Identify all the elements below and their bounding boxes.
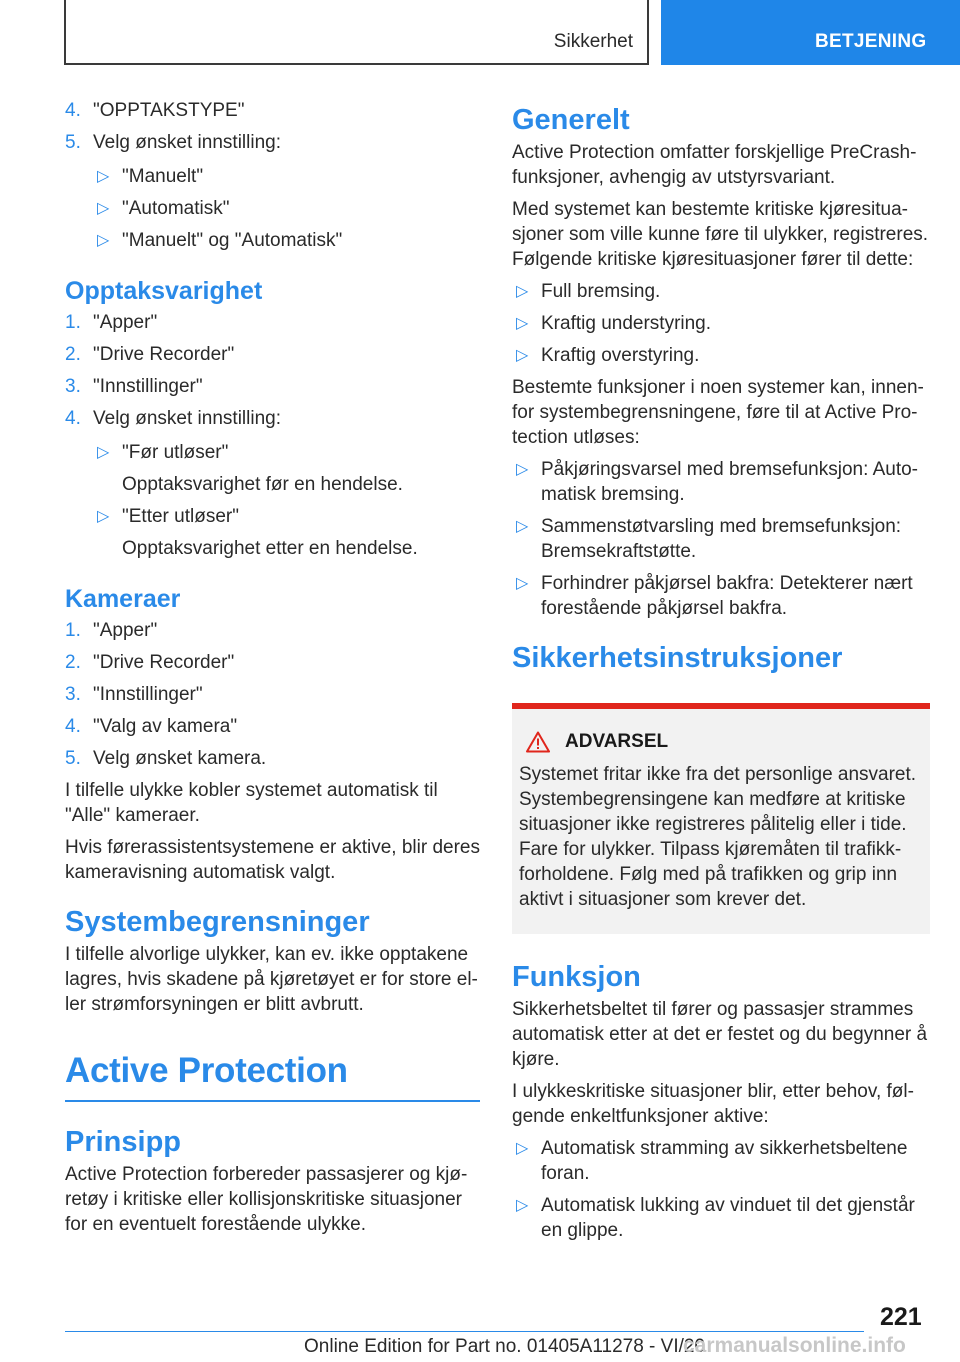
- list-text: "Automatisk": [122, 198, 230, 219]
- list-item: [65, 376, 480, 398]
- warning-header: [526, 731, 922, 753]
- numbered-list-kameraer: [65, 620, 480, 770]
- list-number: 2.: [65, 344, 81, 365]
- triangle-right-icon: ▷: [516, 518, 529, 535]
- paragraph-cameras-accident: I tilfelle ulykke kobler systemet automatisk til "Alle" kameraer.: [65, 780, 438, 826]
- list-item: [93, 228, 480, 253]
- list-text: Automatisk stramming av sikkerhetsbeltene foran.: [541, 1138, 908, 1184]
- list-item: [512, 457, 930, 507]
- list-text: Full bremsing.: [541, 281, 661, 302]
- list-number: 4.: [65, 100, 81, 121]
- list-text: "OPPTAKSTYPE": [93, 100, 245, 121]
- list-text: Kraftig understyring.: [541, 313, 712, 334]
- warning-box: [512, 703, 930, 934]
- list-text: "Valg av kamera": [93, 716, 238, 737]
- numbered-list-opptaksvarighet: [65, 312, 480, 430]
- paragraph-general-2: Med systemet kan bestemte kritiske kjøresitua-sjoner som ville kunne føre til ulykker, registreres. Følgende kritiske kjøresituasjoner fører til dette:: [512, 199, 929, 270]
- header-chapter-tab: [661, 0, 960, 65]
- list-text: "Drive Recorder": [93, 344, 235, 365]
- triangle-right-icon: ▷: [516, 315, 529, 332]
- page-number: 221: [880, 1303, 922, 1331]
- bullet-list-situations: [512, 279, 930, 368]
- footer-divider: [65, 1331, 864, 1332]
- list-item: [512, 311, 930, 336]
- list-text: "Manuelt": [122, 166, 204, 187]
- heading-active-protection: Active Protection: [65, 1051, 348, 1090]
- list-item: [65, 716, 480, 738]
- list-text: "Manuelt" og "Automatisk": [122, 230, 343, 251]
- paragraph-cameras-assist: Hvis førerassistentsystemene er aktive, blir deres kameravisning automatisk valgt.: [65, 837, 480, 883]
- triangle-right-icon: ▷: [516, 283, 529, 300]
- list-number: 5.: [65, 748, 81, 769]
- bullet-list-opptaksvarighet: [93, 440, 480, 561]
- heading-opptaksvarighet: Opptaksvarighet: [65, 277, 263, 305]
- list-number: 3.: [65, 376, 81, 397]
- list-number: 5.: [65, 132, 81, 153]
- list-number: 1.: [65, 312, 81, 333]
- list-text: "Drive Recorder": [93, 652, 235, 673]
- header-section-box: [64, 0, 649, 65]
- list-item: [512, 1136, 930, 1186]
- list-item: [65, 132, 480, 154]
- header-section-label: Sikkerhet: [553, 31, 633, 52]
- title-divider: [65, 1100, 480, 1102]
- list-item: [65, 100, 480, 122]
- list-item: [65, 408, 480, 430]
- triangle-right-icon: ▷: [97, 200, 110, 217]
- triangle-right-icon: ▷: [97, 508, 110, 525]
- list-text: "Innstillinger": [93, 684, 203, 705]
- triangle-right-icon: ▷: [516, 1140, 529, 1157]
- list-item: [65, 748, 480, 770]
- paragraph-general-3: Bestemte funksjoner i noen systemer kan, innen-for systembegrensningene, føre til at Active Pro-tection utløses:: [512, 377, 924, 448]
- list-number: 2.: [65, 652, 81, 673]
- list-item: [65, 312, 480, 334]
- list-item: [512, 1193, 930, 1243]
- warning-title: ADVARSEL: [565, 731, 669, 752]
- footer-site-link[interactable]: carmanualsonline.info: [683, 1334, 906, 1357]
- list-text: "Apper": [93, 620, 158, 641]
- list-text: Velg ønsket innstilling:: [93, 132, 281, 153]
- bullet-list-active-functions: [512, 1136, 930, 1243]
- triangle-right-icon: ▷: [516, 461, 529, 478]
- list-item: [65, 344, 480, 366]
- list-item: [512, 343, 930, 368]
- triangle-right-icon: ▷: [97, 444, 110, 461]
- list-number: 1.: [65, 620, 81, 641]
- list-item: [93, 504, 480, 561]
- left-column: [65, 100, 480, 1244]
- triangle-right-icon: ▷: [97, 232, 110, 249]
- list-text: "Innstillinger": [93, 376, 203, 397]
- list-text: Velg ønsket innstilling:: [93, 408, 281, 429]
- warning-text: Systemet fritar ikke fra det personlige ansvaret. Systembegrensingene kan medføre at kritiske situasjoner ikke registreres pålitelig eller i tide. Fare for ulykker. Tilpass kjøremåten til trafikk-forholdene. Følg med på trafikken og grip inn aktivt i situasjoner som krever det.: [519, 764, 917, 910]
- list-text: "Før utløser": [122, 442, 229, 463]
- footer-edition: Online Edition for Part no. 01405A11278 - VI/20: [304, 1336, 706, 1357]
- triangle-right-icon: ▷: [97, 168, 110, 185]
- bullet-list-functions: [512, 457, 930, 621]
- list-item: [512, 514, 930, 564]
- list-item: [512, 571, 930, 621]
- list-text: "Apper": [93, 312, 158, 333]
- list-text: "Etter utløser": [122, 506, 239, 527]
- triangle-right-icon: ▷: [516, 347, 529, 364]
- heading-prinsipp: Prinsipp: [65, 1126, 182, 1158]
- list-subtext: Opptaksvarighet etter en hendelse.: [122, 538, 418, 559]
- list-item: [93, 196, 480, 221]
- right-column: [512, 100, 930, 1250]
- paragraph-principle: Active Protection forbereder passasjerer og kjø-retøy i kritiske eller kollisjonskritiske situasjoner for en eventuelt forestående ulykke.: [65, 1164, 468, 1235]
- heading-generelt: Generelt: [512, 104, 630, 136]
- list-text: Velg ønsket kamera.: [93, 748, 267, 769]
- list-text: Sammenstøtvarsling med bremsefunksjon: Bremsekraftstøtte.: [541, 516, 902, 562]
- triangle-right-icon: ▷: [516, 1197, 529, 1214]
- list-item: [93, 164, 480, 189]
- list-number: 4.: [65, 716, 81, 737]
- heading-kameraer: Kameraer: [65, 585, 181, 613]
- bullet-list-opptakstype: [93, 164, 480, 253]
- header-chapter-label: BETJENING: [815, 31, 927, 52]
- list-text: Forhindrer påkjørsel bakfra: Detekterer nært forestående påkjørsel bakfra.: [541, 573, 913, 619]
- list-number: 3.: [65, 684, 81, 705]
- list-item: [65, 652, 480, 674]
- paragraph-function-1: Sikkerhetsbeltet til fører og passasjer strammes automatisk etter at det er festet og du begynner å kjøre.: [512, 999, 928, 1070]
- list-item: [93, 440, 480, 497]
- list-text: Automatisk lukking av vinduet til det gjenstår en glippe.: [541, 1195, 915, 1241]
- heading-funksjon: Funksjon: [512, 961, 641, 993]
- numbered-list-opptakstype: [65, 100, 480, 154]
- list-text: Påkjøringsvarsel med bremsefunksjon: Auto-matisk bremsing.: [541, 459, 918, 505]
- warning-triangle-icon: [526, 731, 550, 753]
- paragraph-function-2: I ulykkeskritiske situasjoner blir, etter behov, føl-gende enkeltfunksjoner aktive:: [512, 1081, 914, 1127]
- heading-systembegrensninger: Systembegrensninger: [65, 906, 370, 938]
- list-text: Kraftig overstyring.: [541, 345, 700, 366]
- list-number: 4.: [65, 408, 81, 429]
- list-item: [65, 684, 480, 706]
- triangle-right-icon: ▷: [516, 575, 529, 592]
- list-subtext: Opptaksvarighet før en hendelse.: [122, 474, 403, 495]
- list-item: [512, 279, 930, 304]
- heading-sikkerhetsinstruksjoner: Sikkerhetsinstruksjoner: [512, 642, 843, 674]
- paragraph-system-limits: I tilfelle alvorlige ulykker, kan ev. ikke opptakene lagres, hvis skadene på kjøretøyet er for store el-ler strømforsyningen er blitt avbrutt.: [65, 944, 478, 1015]
- paragraph-general-1: Active Protection omfatter forskjellige PreCrash-funksjoner, avhengig av utstyrsvariant.: [512, 142, 917, 188]
- list-item: [65, 620, 480, 642]
